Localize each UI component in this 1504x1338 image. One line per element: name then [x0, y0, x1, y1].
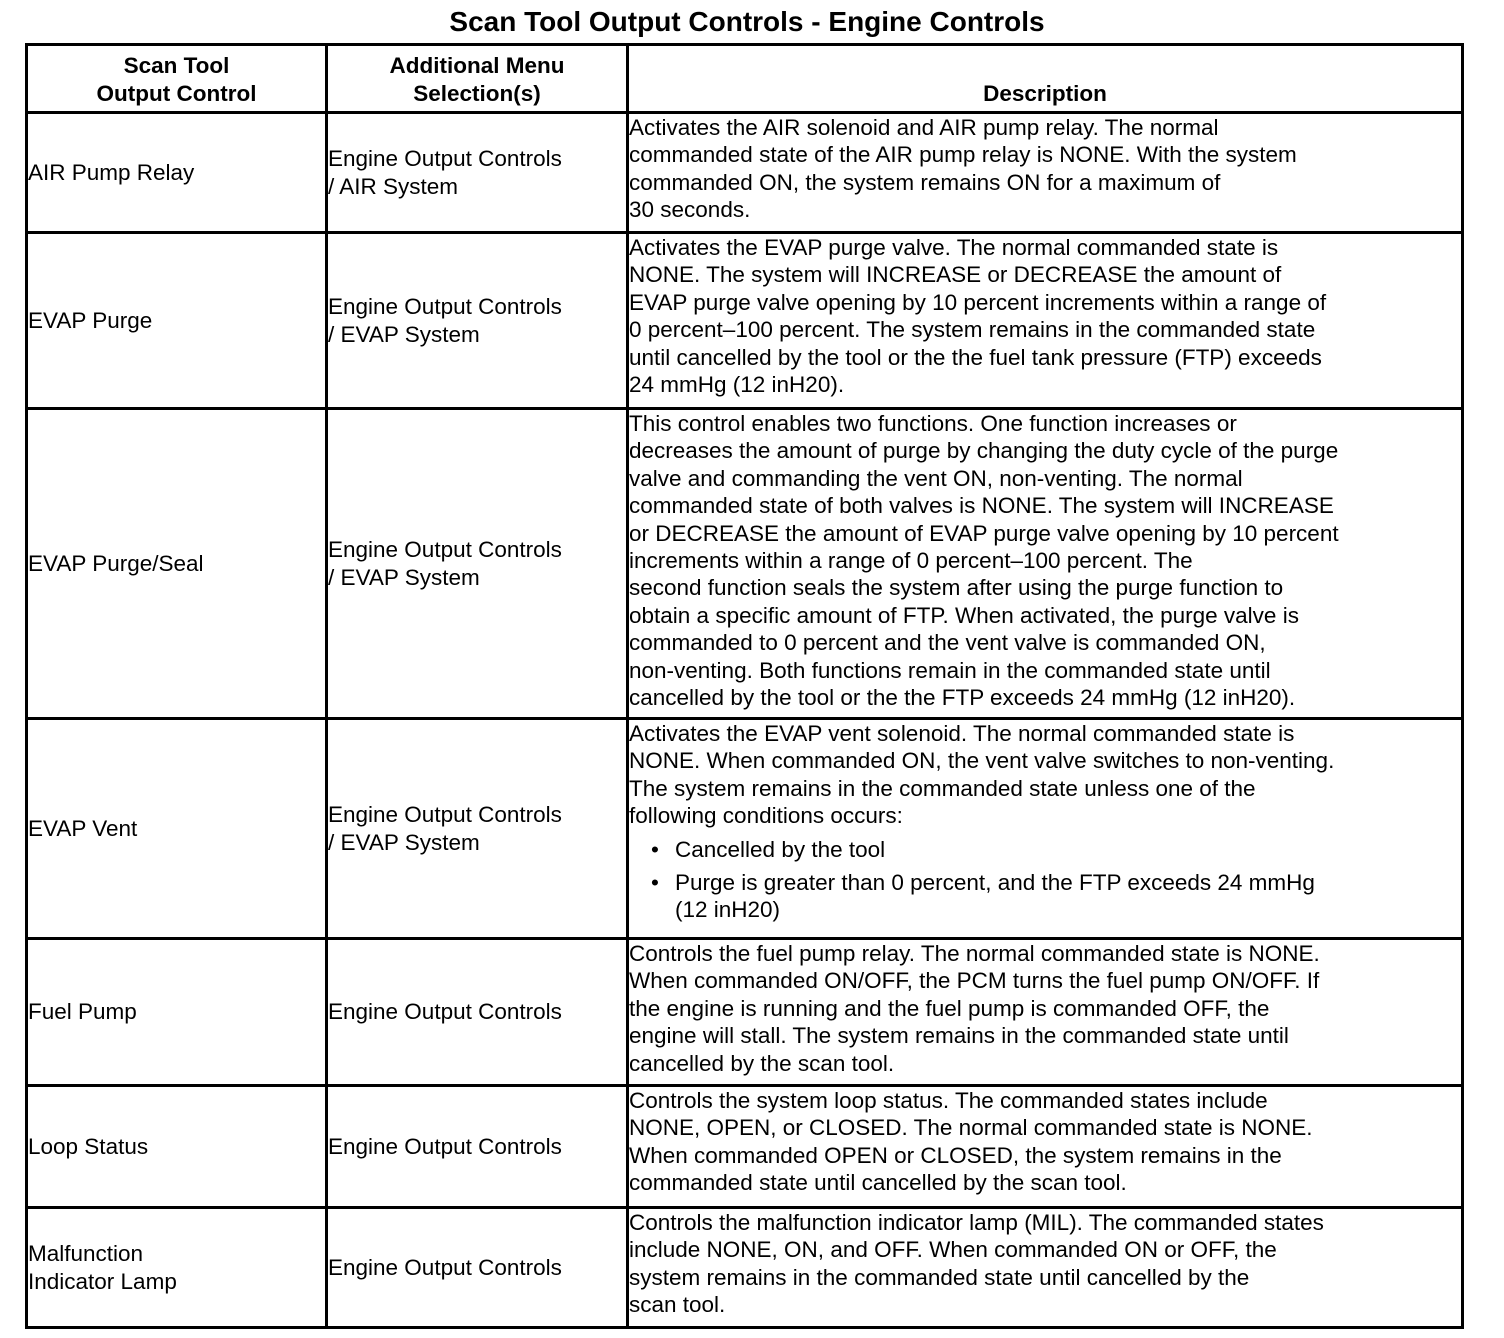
page-title: Scan Tool Output Controls - Engine Controls — [449, 6, 1045, 37]
description-cell: Controls the fuel pump relay. The normal commanded state is NONE. When commanded ON/OFF, the PCM turns the fuel pump ON/OFF. If the engine is running and the fuel pump is commanded OFF, the engine will stall. The system remains in the commanded state until cancelled by the scan tool. — [628, 939, 1463, 1086]
menu-selection-cell: Engine Output Controls / AIR System — [327, 113, 628, 233]
table-row — [27, 1208, 1463, 1328]
list-item-text: Cancelled by the tool — [675, 836, 886, 862]
menu-selection-cell: Engine Output Controls / EVAP System — [327, 409, 628, 719]
description-cell — [628, 719, 1463, 939]
menu-selection-cell: Engine Output Controls — [327, 939, 628, 1086]
description-cell: This control enables two functions. One function increases or decreases the amount of purge by changing the duty cycle of the purge valve and commanding the vent ON, non-venting. The normal commanded state of both valves is NONE. The system will INCREASE or DECREASE the amount of EVAP purge valve opening by 10 percent increments within a range of 0 percent–100 percent. The second function seals the system after using the purge function to obtain a specific amount of FTP. When activated, the purge valve is commanded to 0 percent and the vent valve is commanded ON, non-venting. Both functions remain in the commanded state until cancelled by the tool or the the FTP exceeds 24 mmHg (12 inH20). — [628, 409, 1463, 719]
table-row — [27, 719, 1463, 939]
list-item — [629, 869, 1461, 924]
bullet-icon: • — [651, 836, 659, 862]
condition-list — [629, 836, 1461, 924]
description-cell: Controls the system loop status. The commanded states include NONE, OPEN, or CLOSED. The normal commanded state is NONE. When commanded OPEN or CLOSED, the system remains in the commanded state until cancelled by the scan tool. — [628, 1086, 1463, 1208]
output-control-cell: Fuel Pump — [27, 939, 327, 1086]
menu-selection-cell: Engine Output Controls / EVAP System — [327, 233, 628, 409]
description-cell: Controls the malfunction indicator lamp (MIL). The commanded states include NONE, ON, and OFF. When commanded ON or OFF, the system remains in the commanded state until cancelled by the scan tool. — [628, 1208, 1463, 1328]
table-row — [27, 113, 1463, 233]
output-control-cell: Loop Status — [27, 1086, 327, 1208]
description-cell: Activates the EVAP purge valve. The normal commanded state is NONE. The system will INCREASE or DECREASE the amount of EVAP purge valve opening by 10 percent increments within a range of 0 percent–100 percent. The system remains in the commanded state until cancelled by the tool or the the fuel tank pressure (FTP) exceeds 24 mmHg (12 inH20). — [628, 233, 1463, 409]
column-header-output-control: Scan Tool Output Control — [27, 45, 327, 113]
table-row — [27, 1086, 1463, 1208]
column-header-menu-selections: Additional Menu Selection(s) — [327, 45, 628, 113]
output-control-cell: EVAP Vent — [27, 719, 327, 939]
menu-selection-cell: Engine Output Controls / EVAP System — [327, 719, 628, 939]
column-header-description: Description — [628, 45, 1463, 113]
description-text: Activates the EVAP vent solenoid. The normal commanded state is NONE. When commanded ON, the vent valve switches to non-venting. The system remains in the commanded state unless one of the following conditions occurs: — [629, 721, 1335, 829]
header-row — [27, 45, 1463, 113]
bullet-icon: • — [651, 870, 659, 896]
output-control-cell: AIR Pump Relay — [27, 113, 327, 233]
output-controls-table — [25, 43, 1464, 1329]
output-control-cell: EVAP Purge/Seal — [27, 409, 327, 719]
list-item — [629, 836, 1461, 863]
table-row — [27, 233, 1463, 409]
table-row — [27, 409, 1463, 719]
table-row — [27, 939, 1463, 1086]
menu-selection-cell: Engine Output Controls — [327, 1208, 628, 1328]
description-cell: Activates the AIR solenoid and AIR pump relay. The normal commanded state of the AIR pump relay is NONE. With the system commanded ON, the system remains ON for a maximum of 30 seconds. — [628, 113, 1463, 233]
output-control-cell: Malfunction Indicator Lamp — [27, 1208, 327, 1328]
menu-selection-cell: Engine Output Controls — [327, 1086, 628, 1208]
output-control-cell: EVAP Purge — [27, 233, 327, 409]
list-item-text: Purge is greater than 0 percent, and the FTP exceeds 24 mmHg (12 inH20) — [675, 870, 1315, 923]
